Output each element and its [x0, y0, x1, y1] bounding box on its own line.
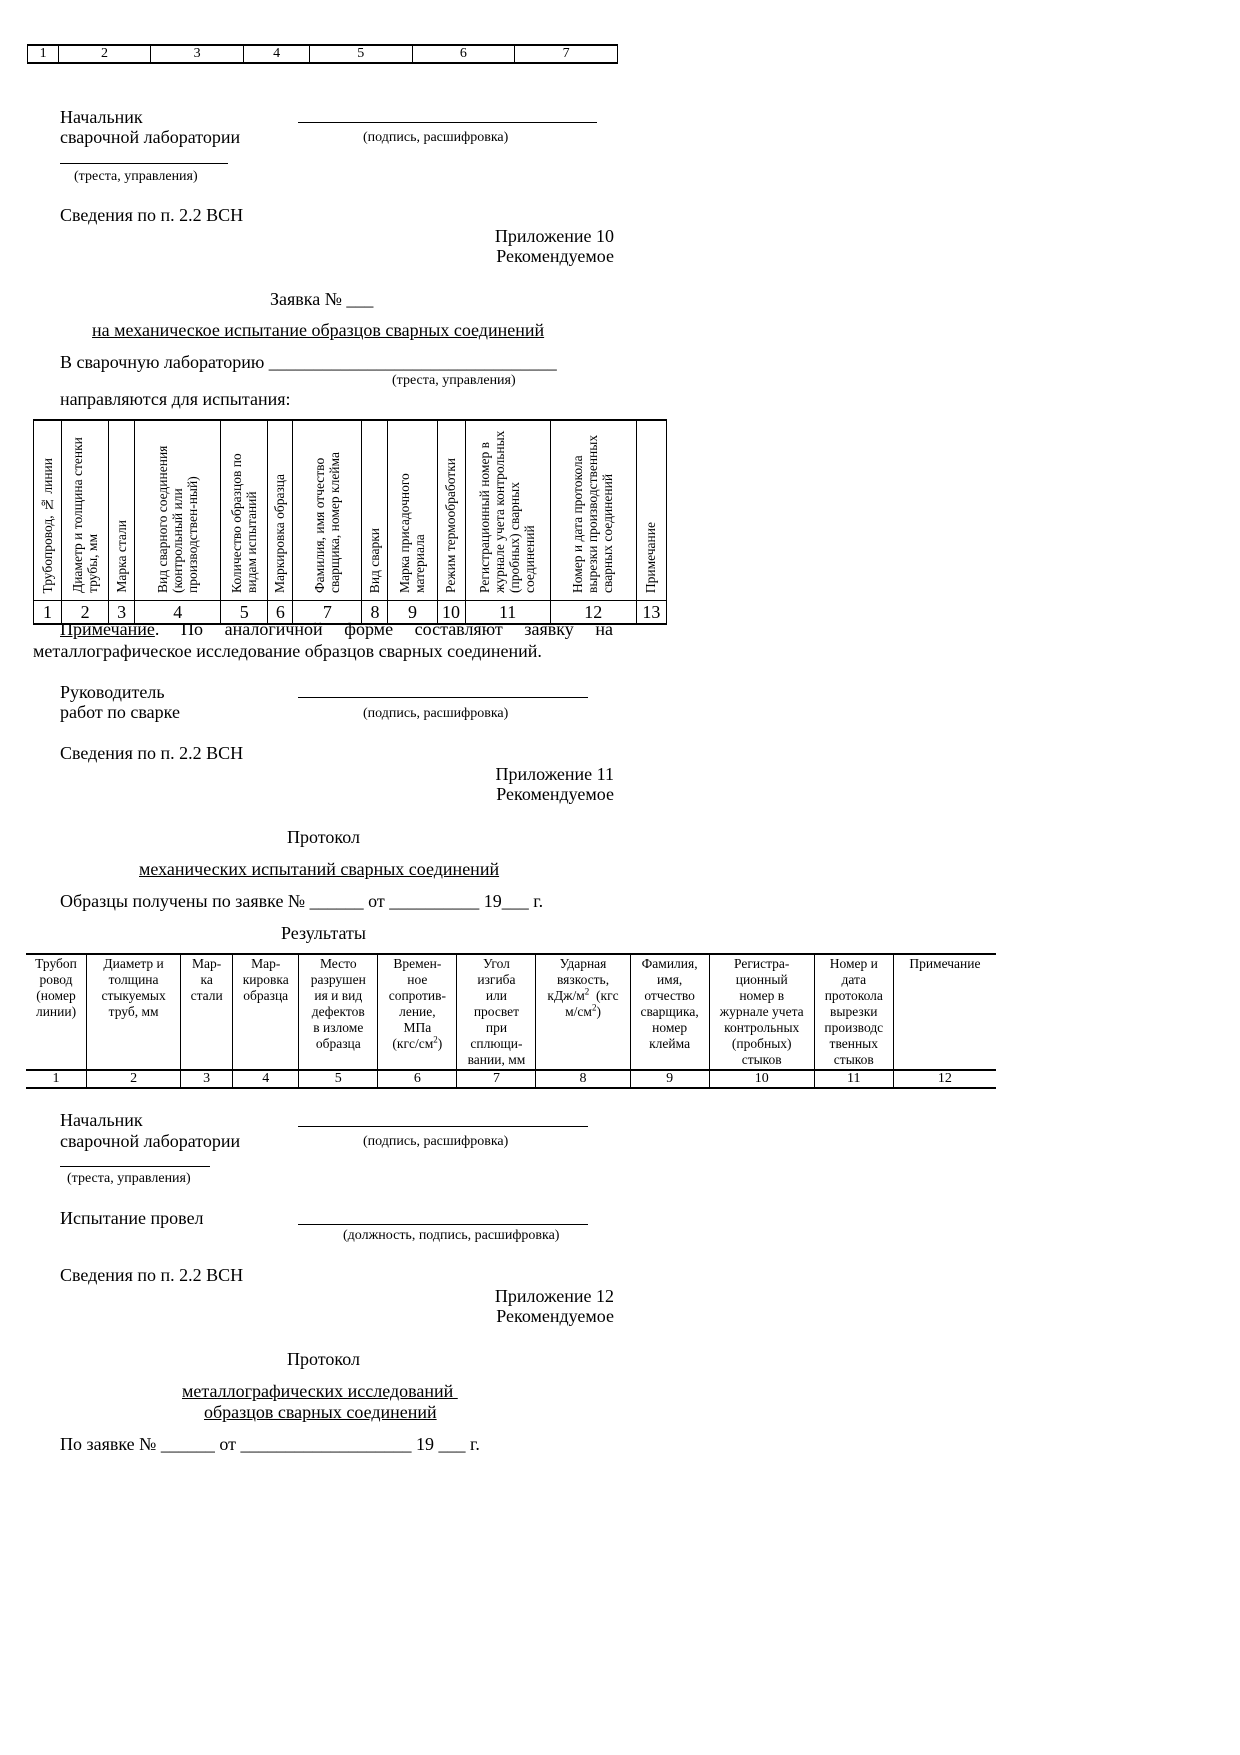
column-number: 5 — [309, 45, 412, 63]
table-header-cell: Режим термообработки — [437, 420, 465, 601]
column-number: 6 — [268, 601, 293, 625]
table-header-cell: Маркировка образца — [268, 420, 293, 601]
tester-caption: (должность, подпись, расшифровка) — [343, 1228, 560, 1243]
appendix-title: Приложение 12 — [494, 1286, 614, 1306]
column-number: 7 — [515, 45, 618, 63]
column-number: 13 — [636, 601, 666, 625]
table-number-row — [26, 1070, 996, 1088]
table-header-cell: Мар- кировка образца — [233, 954, 299, 1070]
signature-line — [298, 697, 588, 698]
column-number: 8 — [362, 601, 388, 625]
table-header-cell: Фамилия, имя отчество сварщика, номер клейма — [293, 420, 362, 601]
column-number: 2 — [62, 601, 109, 625]
lab-line: В сварочную лабораторию ________________________________ — [60, 352, 557, 372]
role-title: сварочной лаборатории — [60, 127, 241, 147]
column-number: 11 — [465, 601, 550, 625]
column-number: 11 — [814, 1070, 893, 1088]
appendix-status: Рекомендуемое — [496, 1306, 614, 1326]
table-header-cell: Времен- ное сопротив- ление, МПа $(кгс/см^2)$ — [378, 954, 457, 1070]
lab-caption: (треста, управления) — [392, 373, 516, 388]
column-number: 4 — [244, 45, 309, 63]
table-header-cell: Регистрационный номер в журнале учета контрольных (пробных) сварных соединений — [465, 420, 550, 601]
column-number: 6 — [378, 1070, 457, 1088]
request-table — [33, 419, 667, 625]
table-header-cell: Трубопровод, № линии — [34, 420, 62, 601]
column-number: 12 — [893, 1070, 996, 1088]
table-header-cell: Номер и дата протокола вырезки производс твенных стыков — [814, 954, 893, 1070]
table-header-cell: Вид сварного соединения (контрольный или производствен-ный) — [135, 420, 221, 601]
column-number: 12 — [550, 601, 636, 625]
column-number: 10 — [709, 1070, 814, 1088]
column-number: 9 — [388, 601, 437, 625]
signature-line — [298, 122, 597, 123]
org-caption: (треста, управления) — [74, 169, 198, 184]
info-line: Сведения по п. 2.2 ВСН — [60, 205, 244, 225]
column-number: 1 — [28, 45, 59, 63]
column-number: 7 — [457, 1070, 536, 1088]
table-header-cell: Диаметр и толщина стыкуемых труб, мм — [87, 954, 181, 1070]
org-caption: (треста, управления) — [67, 1171, 191, 1186]
note-paragraph — [33, 618, 613, 662]
table-header-cell: Марка присадочного материала — [388, 420, 437, 601]
column-number: 2 — [59, 45, 151, 63]
org-line — [60, 163, 228, 164]
table-header-row — [34, 420, 667, 601]
column-number: 10 — [437, 601, 465, 625]
table-header-cell: Угол изгиба или просвет при сплющи- вании, мм — [457, 954, 536, 1070]
signature-caption: (подпись, расшифровка) — [363, 706, 509, 721]
role-title: работ по сварке — [60, 702, 180, 722]
note-label: Примечание — [60, 619, 155, 639]
signature-caption: (подпись, расшифровка) — [363, 130, 509, 145]
form-heading: Заявка № ___ — [270, 289, 374, 309]
table-header-cell: Примечание — [893, 954, 996, 1070]
table-header-cell: Марка стали — [109, 420, 135, 601]
column-number: 4 — [135, 601, 221, 625]
table-header-cell: Вид сварки — [362, 420, 388, 601]
request-line: По заявке № ______ от ___________________ 19 ___ г. — [60, 1434, 480, 1454]
sent-line: направляются для испытания: — [60, 389, 291, 409]
tester-signature-line — [298, 1224, 588, 1225]
appendix-title: Приложение 11 — [495, 764, 614, 784]
table-header-cell: Примечание — [636, 420, 666, 601]
table-header-row — [26, 954, 996, 1070]
table-header-cell: Номер и дата протокола вырезки производственных сварных соединений — [550, 420, 636, 601]
column-number: 3 — [150, 45, 244, 63]
samples-line: Образцы получены по заявке № ______ от __________ 19___ г. — [60, 891, 544, 911]
table-header-cell: Количество образцов по видам испытаний — [221, 420, 268, 601]
appendix-status: Рекомендуемое — [496, 246, 614, 266]
column-number: 1 — [34, 601, 62, 625]
results-table — [26, 953, 996, 1089]
table-header-cell: Место разрушен ия и вид дефектов в изломе образца — [299, 954, 378, 1070]
role-title: сварочной лаборатории — [60, 1131, 241, 1151]
results-heading: Результаты — [281, 923, 366, 943]
column-number: 1 — [26, 1070, 87, 1088]
role-title: Начальник — [60, 1110, 143, 1130]
form-heading: Протокол — [287, 1349, 360, 1369]
table-header-cell: Трубоп ровод (номер линии) — [26, 954, 87, 1070]
table-header-cell: Регистра- ционный номер в журнале учета контрольных (пробных) стыков — [709, 954, 814, 1070]
info-line: Сведения по п. 2.2 ВСН — [60, 1265, 244, 1285]
role-title: Руководитель — [60, 682, 165, 702]
column-number: 3 — [109, 601, 135, 625]
info-line: Сведения по п. 2.2 ВСН — [60, 743, 244, 763]
table-header-cell: Мар- ка стали — [181, 954, 233, 1070]
form-subheading: на механическое испытание образцов сварных соединений — [92, 320, 545, 340]
appendix-status: Рекомендуемое — [496, 784, 614, 804]
column-number: 6 — [412, 45, 515, 63]
column-number: 5 — [299, 1070, 378, 1088]
column-number: 8 — [536, 1070, 630, 1088]
note-text: . По аналогичной форме составляют заявку на металлографическое исследование образцов сварных соединений. — [33, 619, 613, 661]
column-number: 5 — [221, 601, 268, 625]
table-header-cell: Фамилия, имя, отчество сварщика, номер клейма — [630, 954, 709, 1070]
org-line — [60, 1166, 210, 1167]
appendix-title: Приложение 10 — [494, 226, 614, 246]
table-header-cell: Диаметр и толщина стенки трубы, мм — [62, 420, 109, 601]
form-subheading: образцов сварных соединений — [204, 1402, 437, 1422]
form-heading: Протокол — [287, 827, 360, 847]
column-number: 9 — [630, 1070, 709, 1088]
signature-line — [298, 1126, 588, 1127]
column-number: 7 — [293, 601, 362, 625]
column-number: 3 — [181, 1070, 233, 1088]
form-subheading: механических испытаний сварных соединений — [139, 859, 500, 879]
tester-label: Испытание провел — [60, 1208, 204, 1228]
top-numbering-row — [27, 44, 618, 64]
column-number: 2 — [87, 1070, 181, 1088]
column-number: 4 — [233, 1070, 299, 1088]
role-title: Начальник — [60, 107, 143, 127]
table-header-cell: Ударная вязкость, кДж/$м^2$ (кгс $м/см^2$) — [536, 954, 630, 1070]
signature-caption: (подпись, расшифровка) — [363, 1134, 509, 1149]
form-subheading: металлографических исследований — [182, 1381, 458, 1401]
